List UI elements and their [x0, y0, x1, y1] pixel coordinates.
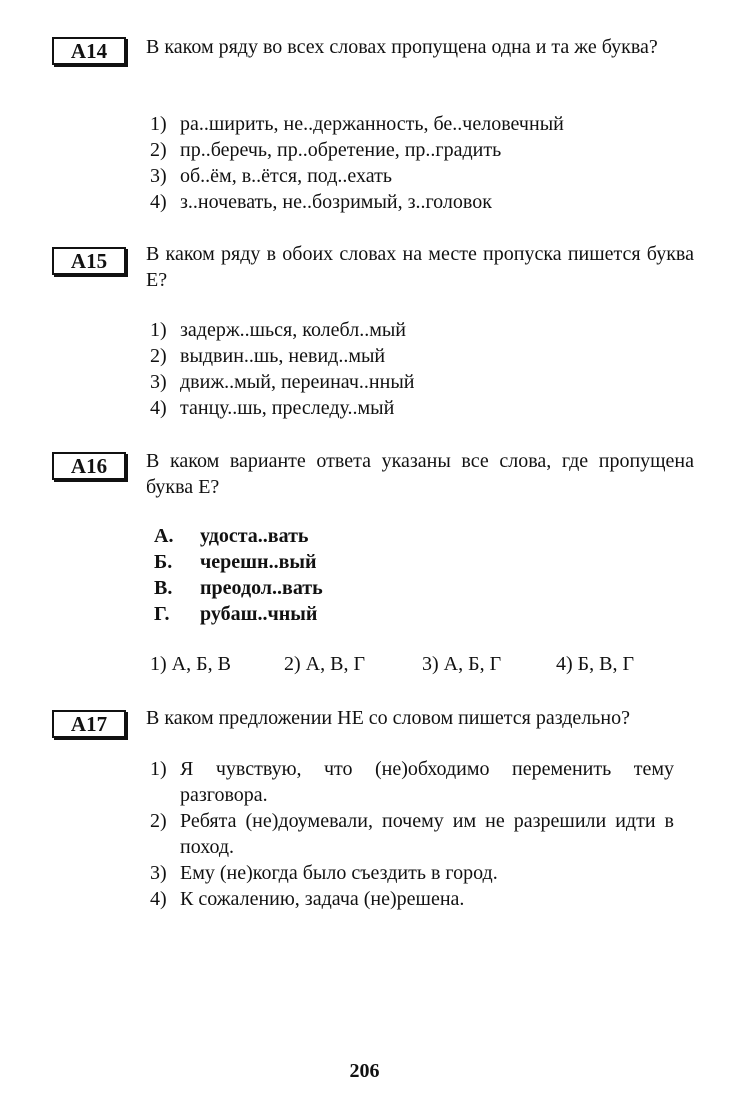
- options-a17: [150, 756, 674, 912]
- option-number: 1): [150, 113, 167, 135]
- option-text: з..ночевать, не..бозримый, з..головок: [180, 191, 492, 213]
- option-number: 3): [150, 371, 167, 393]
- question-label-a17: A17: [52, 710, 126, 738]
- item-word: черешн..вый: [200, 551, 317, 573]
- item-word: удоста..вать: [200, 525, 309, 547]
- question-label-a15: A15: [52, 247, 126, 275]
- question-label-a16: A16: [52, 452, 126, 480]
- option-text: об..ём, в..ётся, под..ехать: [180, 165, 392, 187]
- option-item: [150, 860, 674, 886]
- page-number: 206: [349, 1060, 380, 1082]
- letter-item: [154, 601, 323, 627]
- option-item: [150, 137, 564, 163]
- items-a16: [154, 523, 323, 627]
- option-number: 2): [150, 139, 167, 161]
- option-item: [150, 111, 564, 137]
- item-word: рубаш..чный: [200, 603, 318, 625]
- answer-option: 2) А, В, Г: [284, 653, 366, 675]
- option-item: [150, 808, 674, 860]
- option-text: движ..мый, переинач..нный: [180, 371, 415, 393]
- option-item: [150, 395, 414, 421]
- question-text-a15: В каком ряду в обоих словах на месте пропуска пишется буква Е?: [146, 243, 694, 291]
- option-text: пр..беречь, пр..обретение, пр..градить: [180, 139, 502, 161]
- options-a15: [150, 317, 414, 421]
- option-number: 3): [150, 862, 167, 884]
- item-word: преодол..вать: [200, 577, 323, 599]
- question-label-a14: A14: [52, 37, 126, 65]
- item-letter: Г.: [154, 603, 170, 625]
- option-number: 1): [150, 758, 167, 780]
- option-number: 4): [150, 191, 167, 213]
- option-number: 4): [150, 888, 167, 910]
- option-number: 4): [150, 397, 167, 419]
- option-text: выдвин..шь, невид..мый: [180, 345, 386, 367]
- option-number: 3): [150, 165, 167, 187]
- answers-a16: [150, 651, 634, 677]
- letter-item: [154, 523, 323, 549]
- option-text: Ребята (не)доумевали, почему им не разрешили идти в поход.: [180, 810, 674, 858]
- option-number: 2): [150, 810, 167, 832]
- answer-option: 3) А, Б, Г: [422, 653, 502, 675]
- option-item: [150, 369, 414, 395]
- question-text-a14: В каком ряду во всех словах пропущена одна и та же буква?: [146, 36, 658, 58]
- letter-item: [154, 575, 323, 601]
- question-text-a16: В каком варианте ответа указаны все слова, где пропущена буква Е?: [146, 450, 694, 498]
- answer-option: 4) Б, В, Г: [556, 653, 635, 675]
- option-text: задерж..шься, колебл..мый: [180, 319, 406, 341]
- option-item: [150, 756, 674, 808]
- option-item: [150, 317, 414, 343]
- option-text: К сожалению, задача (не)решена.: [180, 888, 465, 910]
- option-text: Я чувствую, что (не)обходимо переменить тему разговора.: [180, 758, 674, 806]
- option-number: 1): [150, 319, 167, 341]
- option-item: [150, 886, 674, 912]
- option-item: [150, 189, 564, 215]
- item-letter: В.: [154, 577, 173, 599]
- option-text: Ему (не)когда было съездить в город.: [180, 862, 498, 884]
- option-number: 2): [150, 345, 167, 367]
- option-text: танцу..шь, преследу..мый: [180, 397, 395, 419]
- option-item: [150, 163, 564, 189]
- question-text-a17: В каком предложении НЕ со словом пишется раздельно?: [146, 707, 630, 729]
- option-item: [150, 343, 414, 369]
- answer-option: 1) А, Б, В: [150, 653, 231, 675]
- option-text: ра..ширить, не..держанность, бе..человечный: [180, 113, 564, 135]
- item-letter: Б.: [154, 551, 173, 573]
- item-letter: А.: [154, 525, 174, 547]
- options-a14: [150, 111, 564, 215]
- letter-item: [154, 549, 323, 575]
